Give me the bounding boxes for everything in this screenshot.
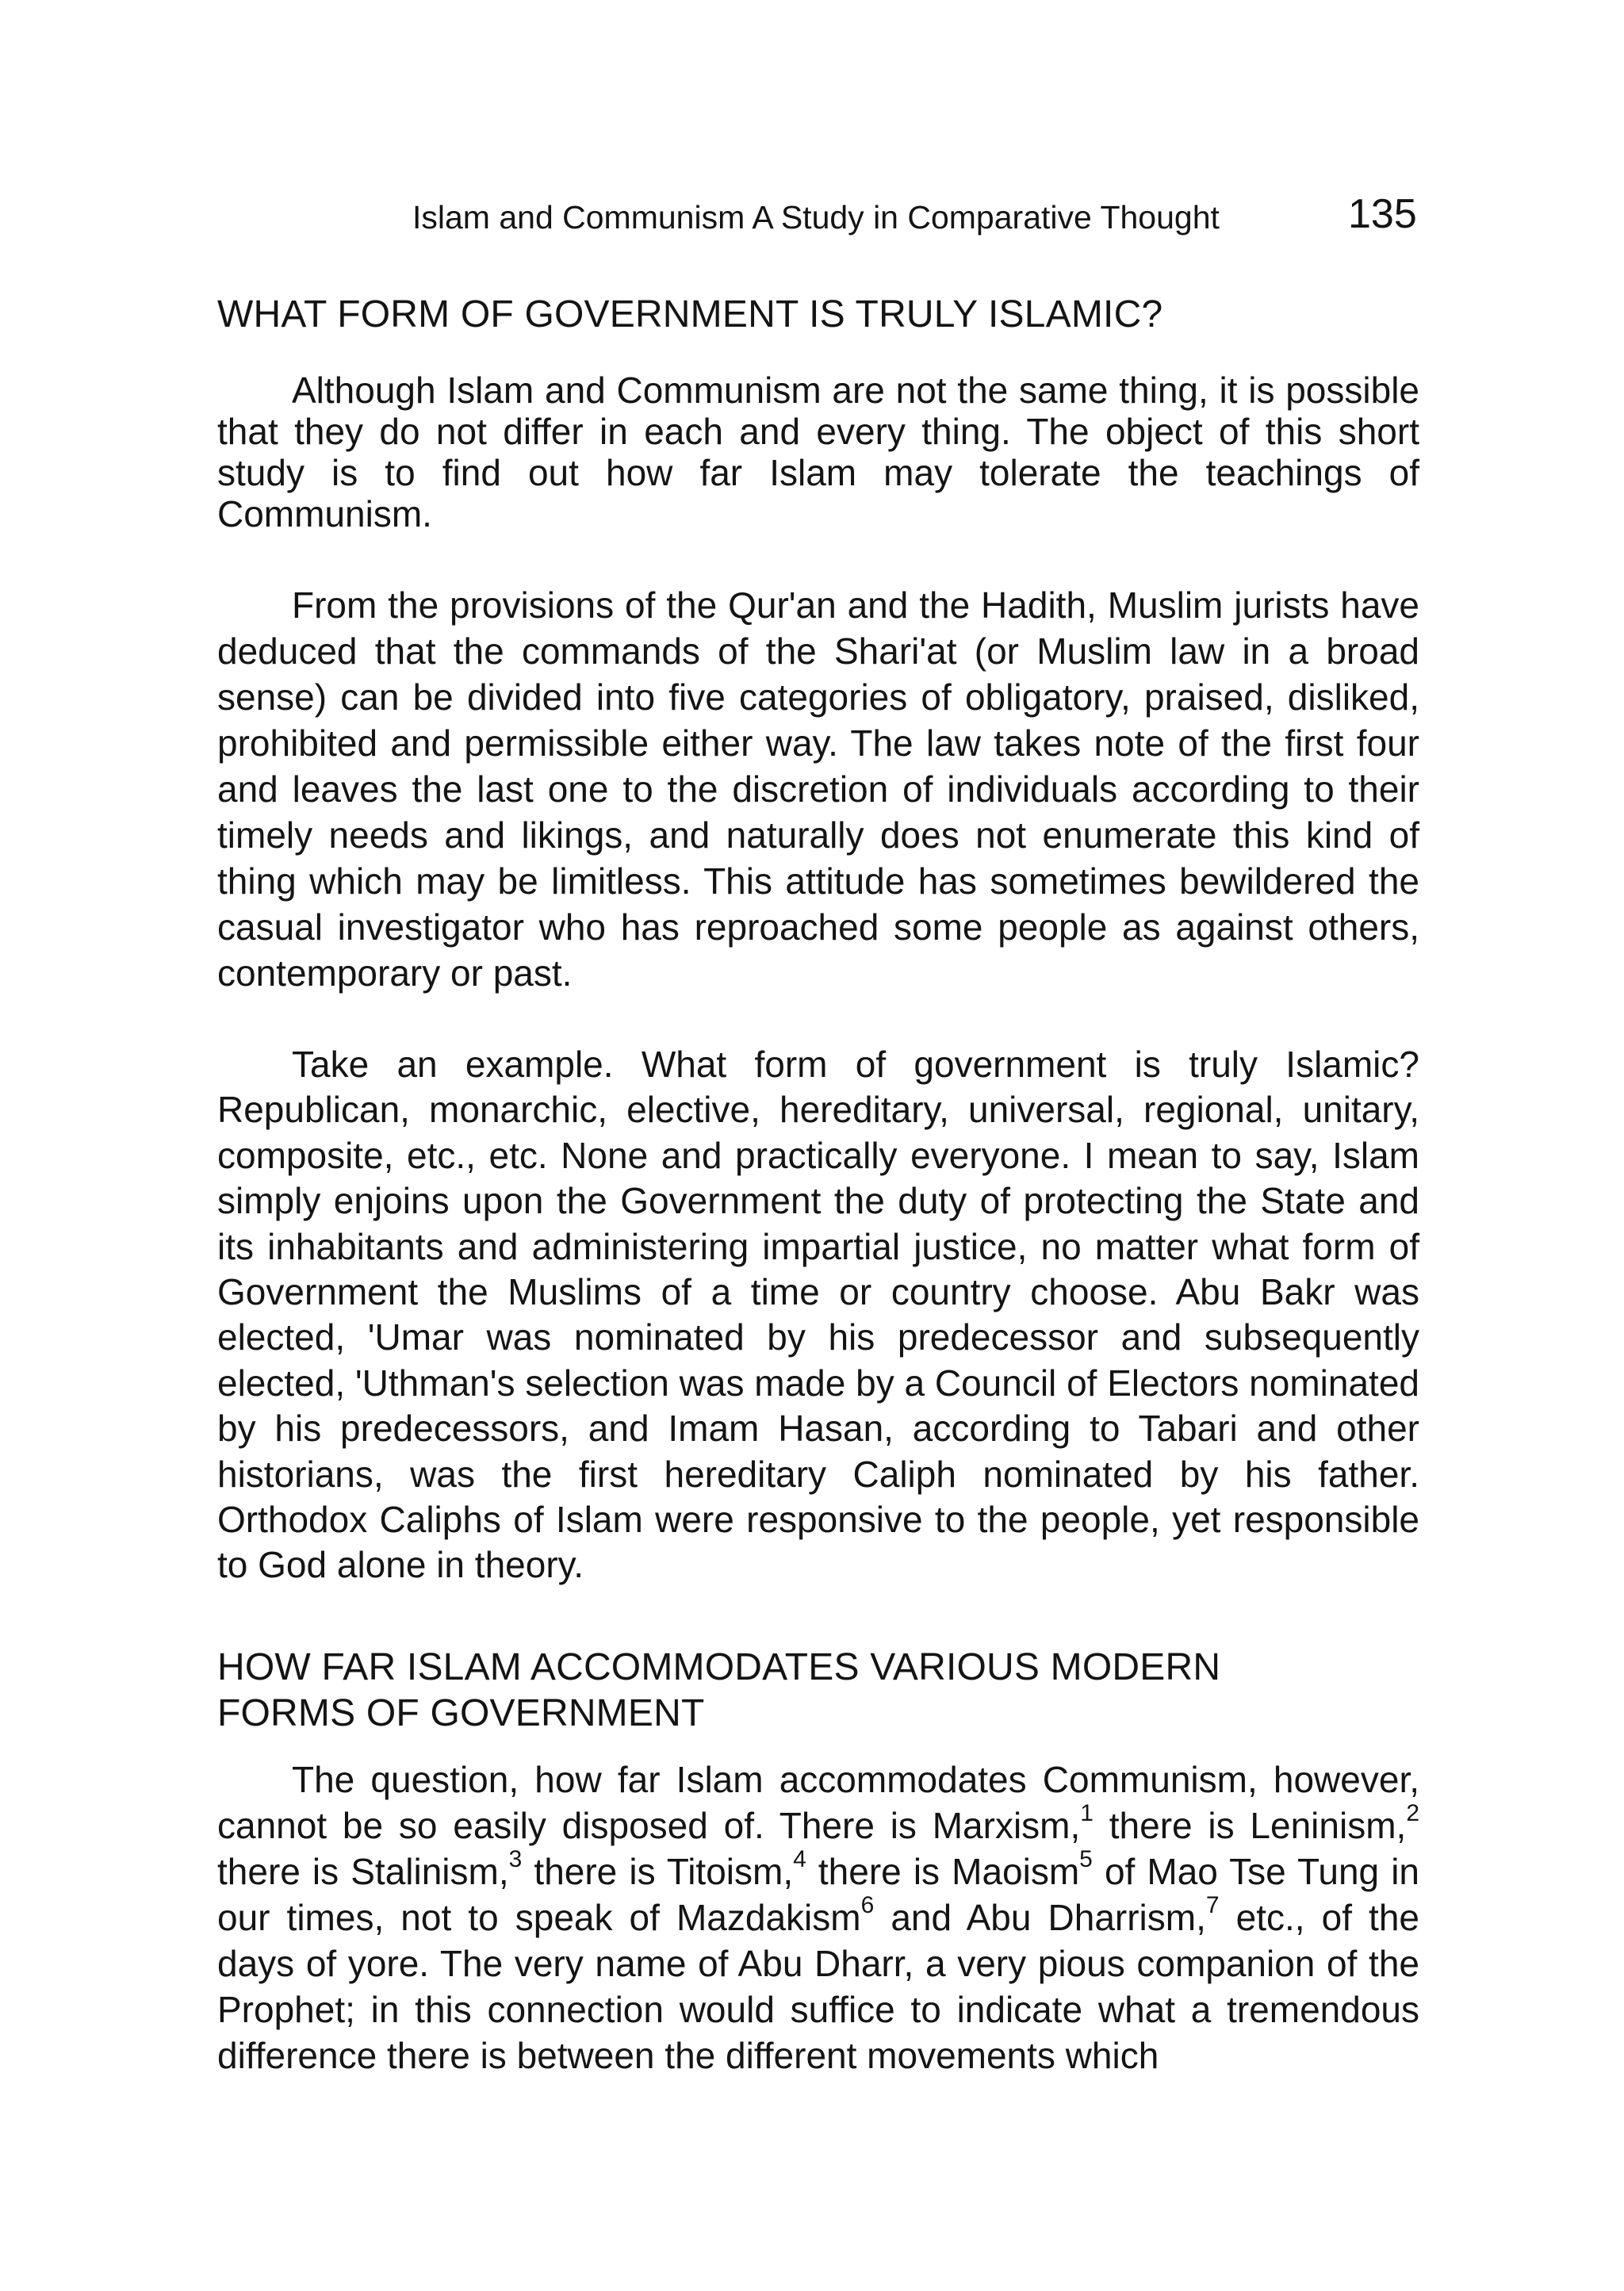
paragraph-4-text: there is Maoism — [806, 1851, 1080, 1892]
section-heading-2-line-1: HOW FAR ISLAM ACCOMMODATES VARIOUS MODERN — [217, 1646, 1221, 1688]
paragraph-4-text: there is Stalinism, — [217, 1851, 509, 1892]
footnote-ref-4[interactable]: 4 — [793, 1846, 806, 1872]
paragraph-4-text: there is Leninism, — [1093, 1805, 1407, 1846]
section-heading-2-line-2: FORMS OF GOVERNMENT — [217, 1692, 705, 1734]
footnote-ref-5[interactable]: 5 — [1079, 1846, 1093, 1872]
section-heading-2 — [217, 1645, 1423, 1737]
paragraph-4 — [217, 1757, 1419, 2078]
paragraph-3: Take an example. What form of government is truly Islamic? Republican, monarchic, elective, hereditary, universal, regional, unitary, composite, etc., etc. None and practically everyone. I mean to say, Islam simply enjoins upon the Government the duty of protecting the State and its inhabitants and administering impartial justice, no matter what form of Government the Muslims of a time or country choose. Abu Bakr was elected, 'Umar was nominated by his predecessor and subsequently elected, 'Uthman's selection was made by a Council of Electors nominated by his predecessors, and Imam Hasan, according to Tabari and other historians, was the first hereditary Caliph nominated by his father. Orthodox Caliphs of Islam were responsive to the people, yet responsible to God alone in theory. — [217, 1044, 1419, 1586]
footnote-ref-3[interactable]: 3 — [508, 1846, 523, 1872]
paragraph-4-text: etc., of the days of yore. The very name of Abu Dharr, a very pious companion of the Prophet; in this connection would suffice to indicate what a tremendous difference there is between the different movements which — [217, 1897, 1420, 2076]
paragraph-4-text: of Mao Tse Tung in our times, not to speak of Mazdakism — [217, 1851, 1420, 1938]
page-number: 135 — [1348, 191, 1417, 237]
paragraph-1: Although Islam and Communism are not the same thing, it is possible that they do not differ in each and every thing. The object of this short study is to find out how far Islam may tolerate the teachings of Communism. — [217, 370, 1419, 534]
footnote-ref-7[interactable]: 7 — [1205, 1892, 1220, 1918]
paragraph-4-text: The question, how far Islam accommodates Communism, however, cannot be so easily disposed of. There is Marxism, — [217, 1759, 1419, 1846]
running-header: Islam and Communism A Study in Comparative Thought — [412, 199, 1220, 236]
footnote-ref-1[interactable]: 1 — [1080, 1800, 1094, 1826]
footnote-ref-2[interactable]: 2 — [1406, 1800, 1419, 1826]
paragraph-2: From the provisions of the Qur'an and the Hadith, Muslim jurists have deduced that the commands of the Shari'at (or Muslim law in a broad sense) can be divided into five categories of obligatory, praised, disliked, prohibited and permissible either way. The law takes note of the first four and leaves the last one to the discretion of individuals according to their timely needs and likings, and naturally does not enumerate this kind of thing which may be limitless. This attitude has sometimes bewildered the casual investigator who has reproached some people as against others, contemporary or past. — [217, 584, 1419, 994]
footnote-ref-6[interactable]: 6 — [860, 1892, 875, 1918]
paragraph-4-text: there is Titoism, — [522, 1851, 794, 1892]
paragraph-4-text: and Abu Dharrism, — [874, 1897, 1206, 1938]
section-heading-1: WHAT FORM OF GOVERNMENT IS TRULY ISLAMIC? — [217, 293, 1163, 335]
